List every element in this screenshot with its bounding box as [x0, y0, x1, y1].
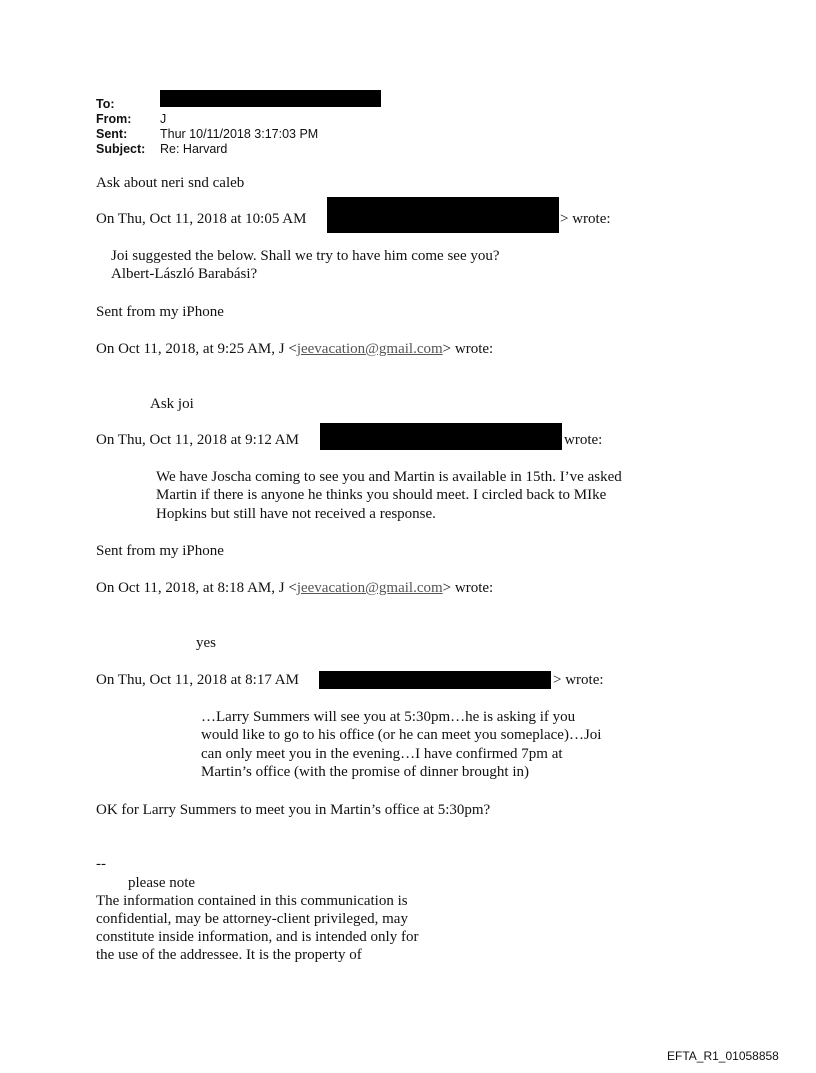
quote-5-text-d: Martin’s office (with the promise of dinner brought in)	[201, 764, 529, 780]
quote-header-4-suffix: > wrote:	[442, 580, 494, 596]
redaction-to	[160, 90, 381, 107]
disclaimer-line-b: confidential, may be attorney-client privileged, may	[96, 911, 408, 927]
quote-header-2-prefix: On Oct 11, 2018, at 9:25 AM, J <	[96, 341, 297, 357]
quote-header-1-suffix: > wrote:	[560, 211, 611, 227]
disclaimer-line-a: The information contained in this communication is	[96, 893, 408, 909]
to-label: To:	[96, 97, 115, 111]
reply-line: Ask about neri snd caleb	[96, 175, 245, 191]
quote-header-4-prefix: On Oct 11, 2018, at 8:18 AM, J <	[96, 580, 297, 596]
disclaimer-line-d: the use of the addressee. It is the property of	[96, 947, 362, 963]
from-label: From:	[96, 112, 132, 126]
email-link-1[interactable]: jeevacation@gmail.com	[296, 341, 443, 357]
redaction-sender-3	[320, 423, 562, 450]
disclaimer-line-c: constitute inside information, and is intended only for	[96, 929, 419, 945]
quote-header-2-suffix: > wrote:	[442, 341, 494, 357]
sent-value: Thur 10/11/2018 3:17:03 PM	[160, 127, 319, 141]
quote-header-2	[96, 341, 493, 358]
quote-3-text-c: Hopkins but still have not received a response.	[156, 506, 436, 522]
subject-label: Subject:	[96, 142, 146, 156]
signature-dash: --	[96, 856, 106, 872]
subject-value: Re: Harvard	[160, 142, 228, 156]
quote-header-3: On Thu, Oct 11, 2018 at 9:12 AM	[96, 432, 299, 448]
sent-from-iphone-1: Sent from my iPhone	[96, 304, 224, 320]
redaction-sender-5	[319, 671, 551, 689]
quote-3-text-a: We have Joscha coming to see you and Martin is available in 15th. I’ve asked	[156, 469, 622, 485]
quote-1-text-a: Joi suggested the below. Shall we try to have him come see you?	[111, 248, 500, 264]
ask-joi-line: Ask joi	[150, 396, 194, 412]
quote-header-1: On Thu, Oct 11, 2018 at 10:05 AM	[96, 211, 307, 227]
ok-line: OK for Larry Summers to meet you in Martin’s office at 5:30pm?	[96, 802, 491, 818]
quote-header-5: On Thu, Oct 11, 2018 at 8:17 AM	[96, 672, 299, 688]
yes-line: yes	[196, 635, 216, 651]
sent-label: Sent:	[96, 127, 128, 141]
email-link-2[interactable]: jeevacation@gmail.com	[296, 580, 443, 596]
quote-5-text-a: …Larry Summers will see you at 5:30pm…he is asking if you	[201, 709, 576, 725]
signature-note: please note	[128, 875, 196, 891]
quote-header-5-suffix: > wrote:	[553, 672, 604, 688]
from-value: J	[160, 112, 167, 126]
quote-3-text-b: Martin if there is anyone he thinks you should meet. I circled back to MIke	[156, 487, 607, 503]
quote-header-3-suffix: wrote:	[564, 432, 603, 448]
quote-header-4	[96, 580, 493, 597]
quote-5-text-c: can only meet you in the evening…I have confirmed 7pm at	[201, 746, 563, 762]
document-id: EFTA_R1_01058858	[667, 1049, 779, 1063]
sent-from-iphone-2: Sent from my iPhone	[96, 543, 224, 559]
quote-1-text-b: Albert-László Barabási?	[111, 266, 258, 282]
redaction-sender-1	[327, 197, 559, 233]
quote-5-text-b: would like to go to his office (or he can meet you someplace)…Joi	[201, 727, 602, 743]
